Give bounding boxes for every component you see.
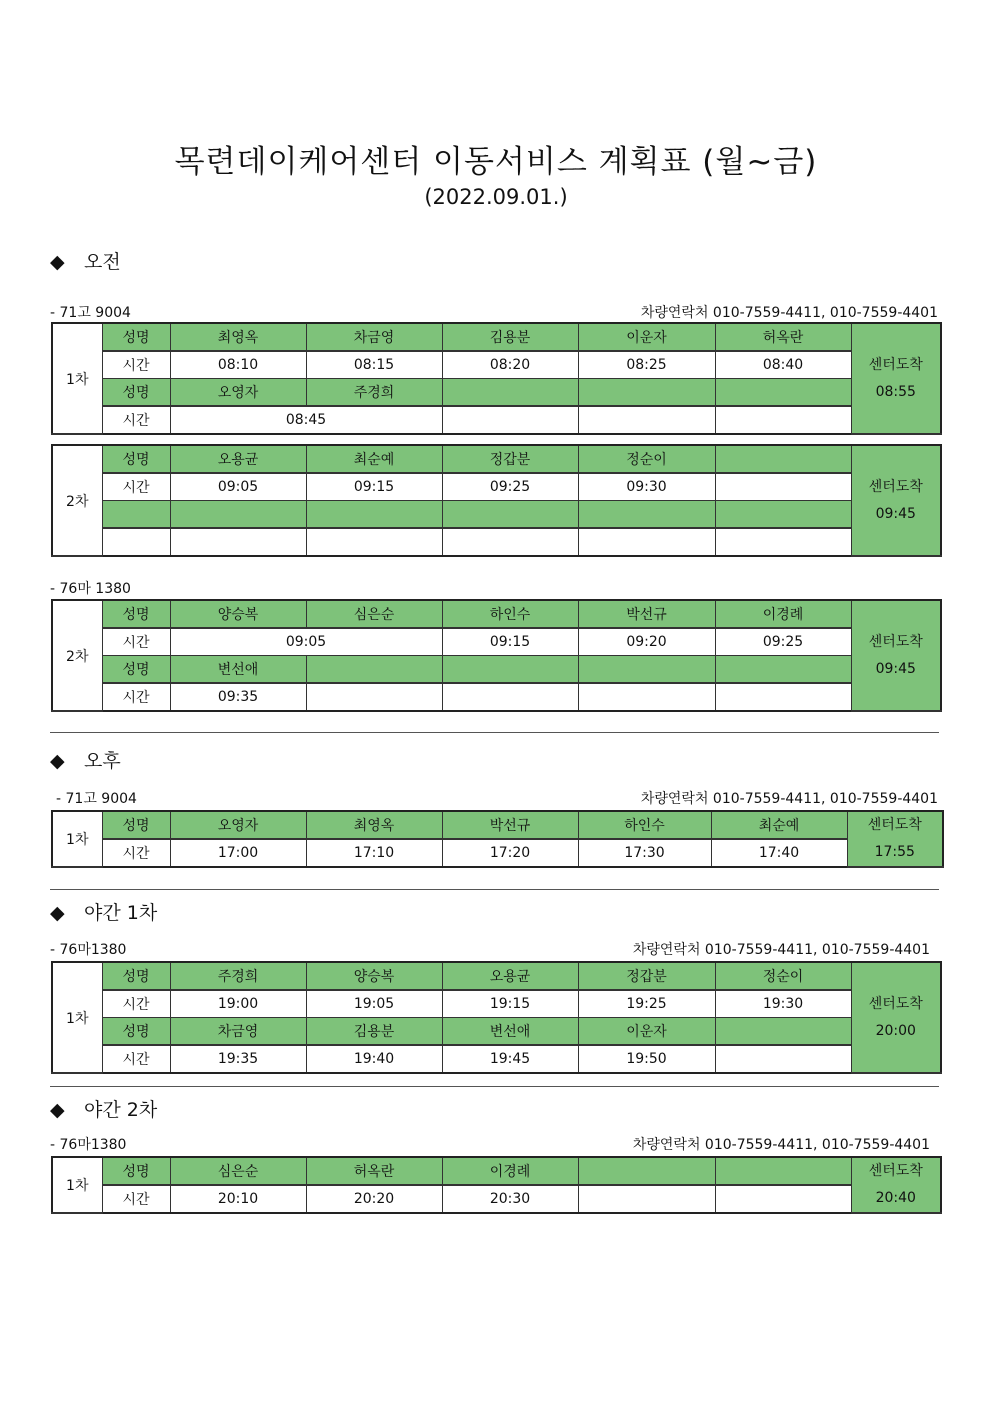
vehicle-label: - 71고 9004	[56, 791, 137, 807]
passenger-name	[715, 656, 851, 684]
divider	[50, 1086, 939, 1087]
passenger-name	[578, 1157, 715, 1185]
passenger-name: 주경희	[170, 962, 306, 990]
pickup-time	[715, 406, 851, 434]
passenger-name	[442, 379, 578, 407]
passenger-name: 양승복	[306, 962, 442, 990]
time-header: 시간	[102, 683, 170, 711]
arrival-label: 센터도착	[868, 1163, 923, 1179]
pickup-time: 19:30	[715, 990, 851, 1018]
passenger-name: 김용분	[306, 1018, 442, 1046]
name-header: 성명	[102, 962, 170, 990]
pickup-time: 19:25	[578, 990, 715, 1018]
passenger-name: 김용분	[442, 323, 578, 351]
passenger-name: 박선규	[442, 811, 578, 839]
arrival-label: 센터도착	[868, 633, 923, 650]
pickup-time: 09:05	[170, 473, 306, 501]
pickup-time	[306, 528, 442, 556]
section-night-1	[50, 898, 157, 925]
vehicle-contact: 차량연락처 010-7559-4411, 010-7559-4401	[632, 1137, 930, 1153]
passenger-name: 차금영	[306, 323, 442, 351]
passenger-name	[442, 656, 578, 684]
schedule-table-night-1	[51, 961, 942, 1074]
diamond-icon: ◆	[50, 1099, 65, 1121]
pickup-time: 20:10	[170, 1185, 306, 1213]
arrival-cell	[851, 600, 941, 711]
round-label: 1차	[52, 323, 102, 434]
diamond-icon: ◆	[50, 902, 65, 924]
pickup-time: 19:35	[170, 1045, 306, 1073]
page-date: (2022.09.01.)	[424, 185, 568, 209]
passenger-name: 하인수	[578, 811, 711, 839]
name-header: 성명	[102, 1018, 170, 1046]
pickup-time: 09:15	[442, 628, 578, 656]
schedule-table-night-2	[51, 1156, 942, 1214]
passenger-name	[715, 1018, 851, 1046]
arrival-cell	[851, 1157, 941, 1213]
round-label: 1차	[52, 962, 102, 1073]
pickup-time	[442, 406, 578, 434]
arrival-time: 20:00	[875, 1022, 916, 1039]
arrival-label: 센터도착	[868, 995, 923, 1012]
passenger-name: 박선규	[578, 600, 715, 628]
section-night-2	[50, 1095, 157, 1122]
pickup-time	[170, 528, 306, 556]
passenger-name	[578, 656, 715, 684]
pickup-time	[306, 683, 442, 711]
pickup-time: 08:20	[442, 351, 578, 379]
pickup-time	[715, 683, 851, 711]
passenger-name	[578, 501, 715, 529]
arrival-label: 센터도착	[868, 478, 923, 495]
passenger-name: 정갑분	[578, 962, 715, 990]
pickup-time	[442, 683, 578, 711]
passenger-name	[578, 379, 715, 407]
pickup-time	[715, 1185, 851, 1213]
name-header: 성명	[102, 811, 170, 839]
passenger-name	[306, 501, 442, 529]
time-header: 시간	[102, 628, 170, 656]
passenger-name: 이경례	[442, 1157, 578, 1185]
arrival-time: 09:45	[875, 505, 916, 522]
vehicle-label: - 76마1380	[50, 942, 127, 958]
pickup-time	[578, 406, 715, 434]
passenger-name: 양승복	[170, 600, 306, 628]
pickup-time: 17:10	[306, 839, 442, 867]
passenger-name	[715, 1157, 851, 1185]
pickup-time: 17:00	[170, 839, 306, 867]
passenger-name	[442, 501, 578, 529]
passenger-name	[715, 501, 851, 529]
passenger-name	[170, 501, 306, 529]
passenger-name: 최순예	[711, 811, 847, 839]
section-night-2-label: 야간 2차	[84, 1099, 158, 1121]
schedule-table-morning-1	[51, 322, 942, 435]
time-header: 시간	[102, 1185, 170, 1213]
passenger-name: 오용균	[170, 445, 306, 473]
passenger-name: 허옥란	[715, 323, 851, 351]
round-label: 2차	[52, 445, 102, 556]
pickup-time: 09:25	[715, 628, 851, 656]
pickup-time: 19:05	[306, 990, 442, 1018]
passenger-name: 정순이	[578, 445, 715, 473]
time-header: 시간	[102, 1045, 170, 1073]
passenger-name	[715, 379, 851, 407]
pickup-time: 09:25	[442, 473, 578, 501]
name-header: 성명	[102, 1157, 170, 1185]
time-header	[102, 528, 170, 556]
passenger-name: 이경례	[715, 600, 851, 628]
passenger-name	[715, 445, 851, 473]
name-header	[102, 501, 170, 529]
time-header: 시간	[102, 473, 170, 501]
passenger-name: 심은순	[306, 600, 442, 628]
pickup-time: 19:15	[442, 990, 578, 1018]
pickup-time	[578, 528, 715, 556]
arrival-label: 센터도착	[867, 817, 922, 833]
name-header: 성명	[102, 600, 170, 628]
pickup-time: 09:05	[170, 628, 442, 656]
passenger-name: 최순예	[306, 445, 442, 473]
schedule-table-afternoon	[51, 810, 944, 868]
passenger-name: 주경희	[306, 379, 442, 407]
pickup-time: 17:20	[442, 839, 578, 867]
vehicle-contact: 차량연락처 010-7559-4411, 010-7559-4401	[640, 305, 938, 321]
passenger-name: 오용균	[442, 962, 578, 990]
pickup-time: 09:30	[578, 473, 715, 501]
name-header: 성명	[102, 379, 170, 407]
section-morning-label: 오전	[84, 251, 121, 273]
pickup-time: 09:20	[578, 628, 715, 656]
pickup-time: 08:10	[170, 351, 306, 379]
vehicle-label: - 76마 1380	[50, 581, 131, 597]
pickup-time: 08:45	[170, 406, 442, 434]
vehicle-contact: 차량연락처 010-7559-4411, 010-7559-4401	[632, 942, 930, 958]
time-header: 시간	[102, 351, 170, 379]
passenger-name: 정갑분	[442, 445, 578, 473]
passenger-name: 허옥란	[306, 1157, 442, 1185]
arrival-label: 센터도착	[868, 356, 923, 373]
passenger-name: 심은순	[170, 1157, 306, 1185]
pickup-time: 19:00	[170, 990, 306, 1018]
pickup-time	[715, 473, 851, 501]
section-morning	[50, 247, 121, 274]
pickup-time	[442, 528, 578, 556]
passenger-name	[306, 656, 442, 684]
arrival-cell	[851, 445, 941, 556]
page-title: 목련데이케어센터 이동서비스 계획표 (월~금)	[174, 144, 818, 180]
vehicle-label: - 76마1380	[50, 1137, 127, 1153]
divider	[50, 889, 939, 890]
time-header: 시간	[102, 839, 170, 867]
passenger-name: 변선애	[442, 1018, 578, 1046]
vehicle-label: - 71고 9004	[50, 305, 131, 321]
pickup-time	[715, 528, 851, 556]
divider	[50, 732, 939, 733]
passenger-name: 정순이	[715, 962, 851, 990]
diamond-icon: ◆	[50, 750, 65, 772]
pickup-time: 20:30	[442, 1185, 578, 1213]
passenger-name: 차금영	[170, 1018, 306, 1046]
passenger-name: 하인수	[442, 600, 578, 628]
arrival-time: 08:55	[875, 383, 916, 400]
time-header: 시간	[102, 990, 170, 1018]
pickup-time: 20:20	[306, 1185, 442, 1213]
pickup-time: 17:40	[711, 839, 847, 867]
round-label: 1차	[52, 811, 102, 867]
passenger-name: 최영옥	[170, 323, 306, 351]
arrival-cell	[851, 962, 941, 1073]
pickup-time: 19:45	[442, 1045, 578, 1073]
vehicle-contact: 차량연락처 010-7559-4411, 010-7559-4401	[640, 791, 938, 807]
schedule-table-morning-2	[51, 444, 942, 557]
name-header: 성명	[102, 656, 170, 684]
pickup-time	[578, 1185, 715, 1213]
passenger-name: 오영자	[170, 379, 306, 407]
diamond-icon: ◆	[50, 251, 65, 273]
arrival-time: 17:55	[874, 844, 915, 860]
name-header: 성명	[102, 323, 170, 351]
section-afternoon-label: 오후	[84, 750, 121, 772]
arrival-cell	[851, 323, 941, 434]
pickup-time: 09:15	[306, 473, 442, 501]
passenger-name: 이운자	[578, 1018, 715, 1046]
time-header: 시간	[102, 406, 170, 434]
arrival-cell	[847, 811, 943, 867]
passenger-name: 오영자	[170, 811, 306, 839]
arrival-time: 20:40	[875, 1190, 916, 1206]
passenger-name: 최영옥	[306, 811, 442, 839]
pickup-time: 08:40	[715, 351, 851, 379]
pickup-time: 09:35	[170, 683, 306, 711]
name-header: 성명	[102, 445, 170, 473]
pickup-time: 19:50	[578, 1045, 715, 1073]
section-afternoon	[50, 746, 121, 773]
pickup-time: 17:30	[578, 839, 711, 867]
section-night-1-label: 야간 1차	[84, 902, 158, 924]
schedule-table-morning-3	[51, 599, 942, 712]
pickup-time	[715, 1045, 851, 1073]
passenger-name: 변선애	[170, 656, 306, 684]
round-label: 2차	[52, 600, 102, 711]
pickup-time: 08:25	[578, 351, 715, 379]
arrival-time: 09:45	[875, 660, 916, 677]
passenger-name: 이운자	[578, 323, 715, 351]
pickup-time: 19:40	[306, 1045, 442, 1073]
pickup-time: 08:15	[306, 351, 442, 379]
pickup-time	[578, 683, 715, 711]
round-label: 1차	[52, 1157, 102, 1213]
